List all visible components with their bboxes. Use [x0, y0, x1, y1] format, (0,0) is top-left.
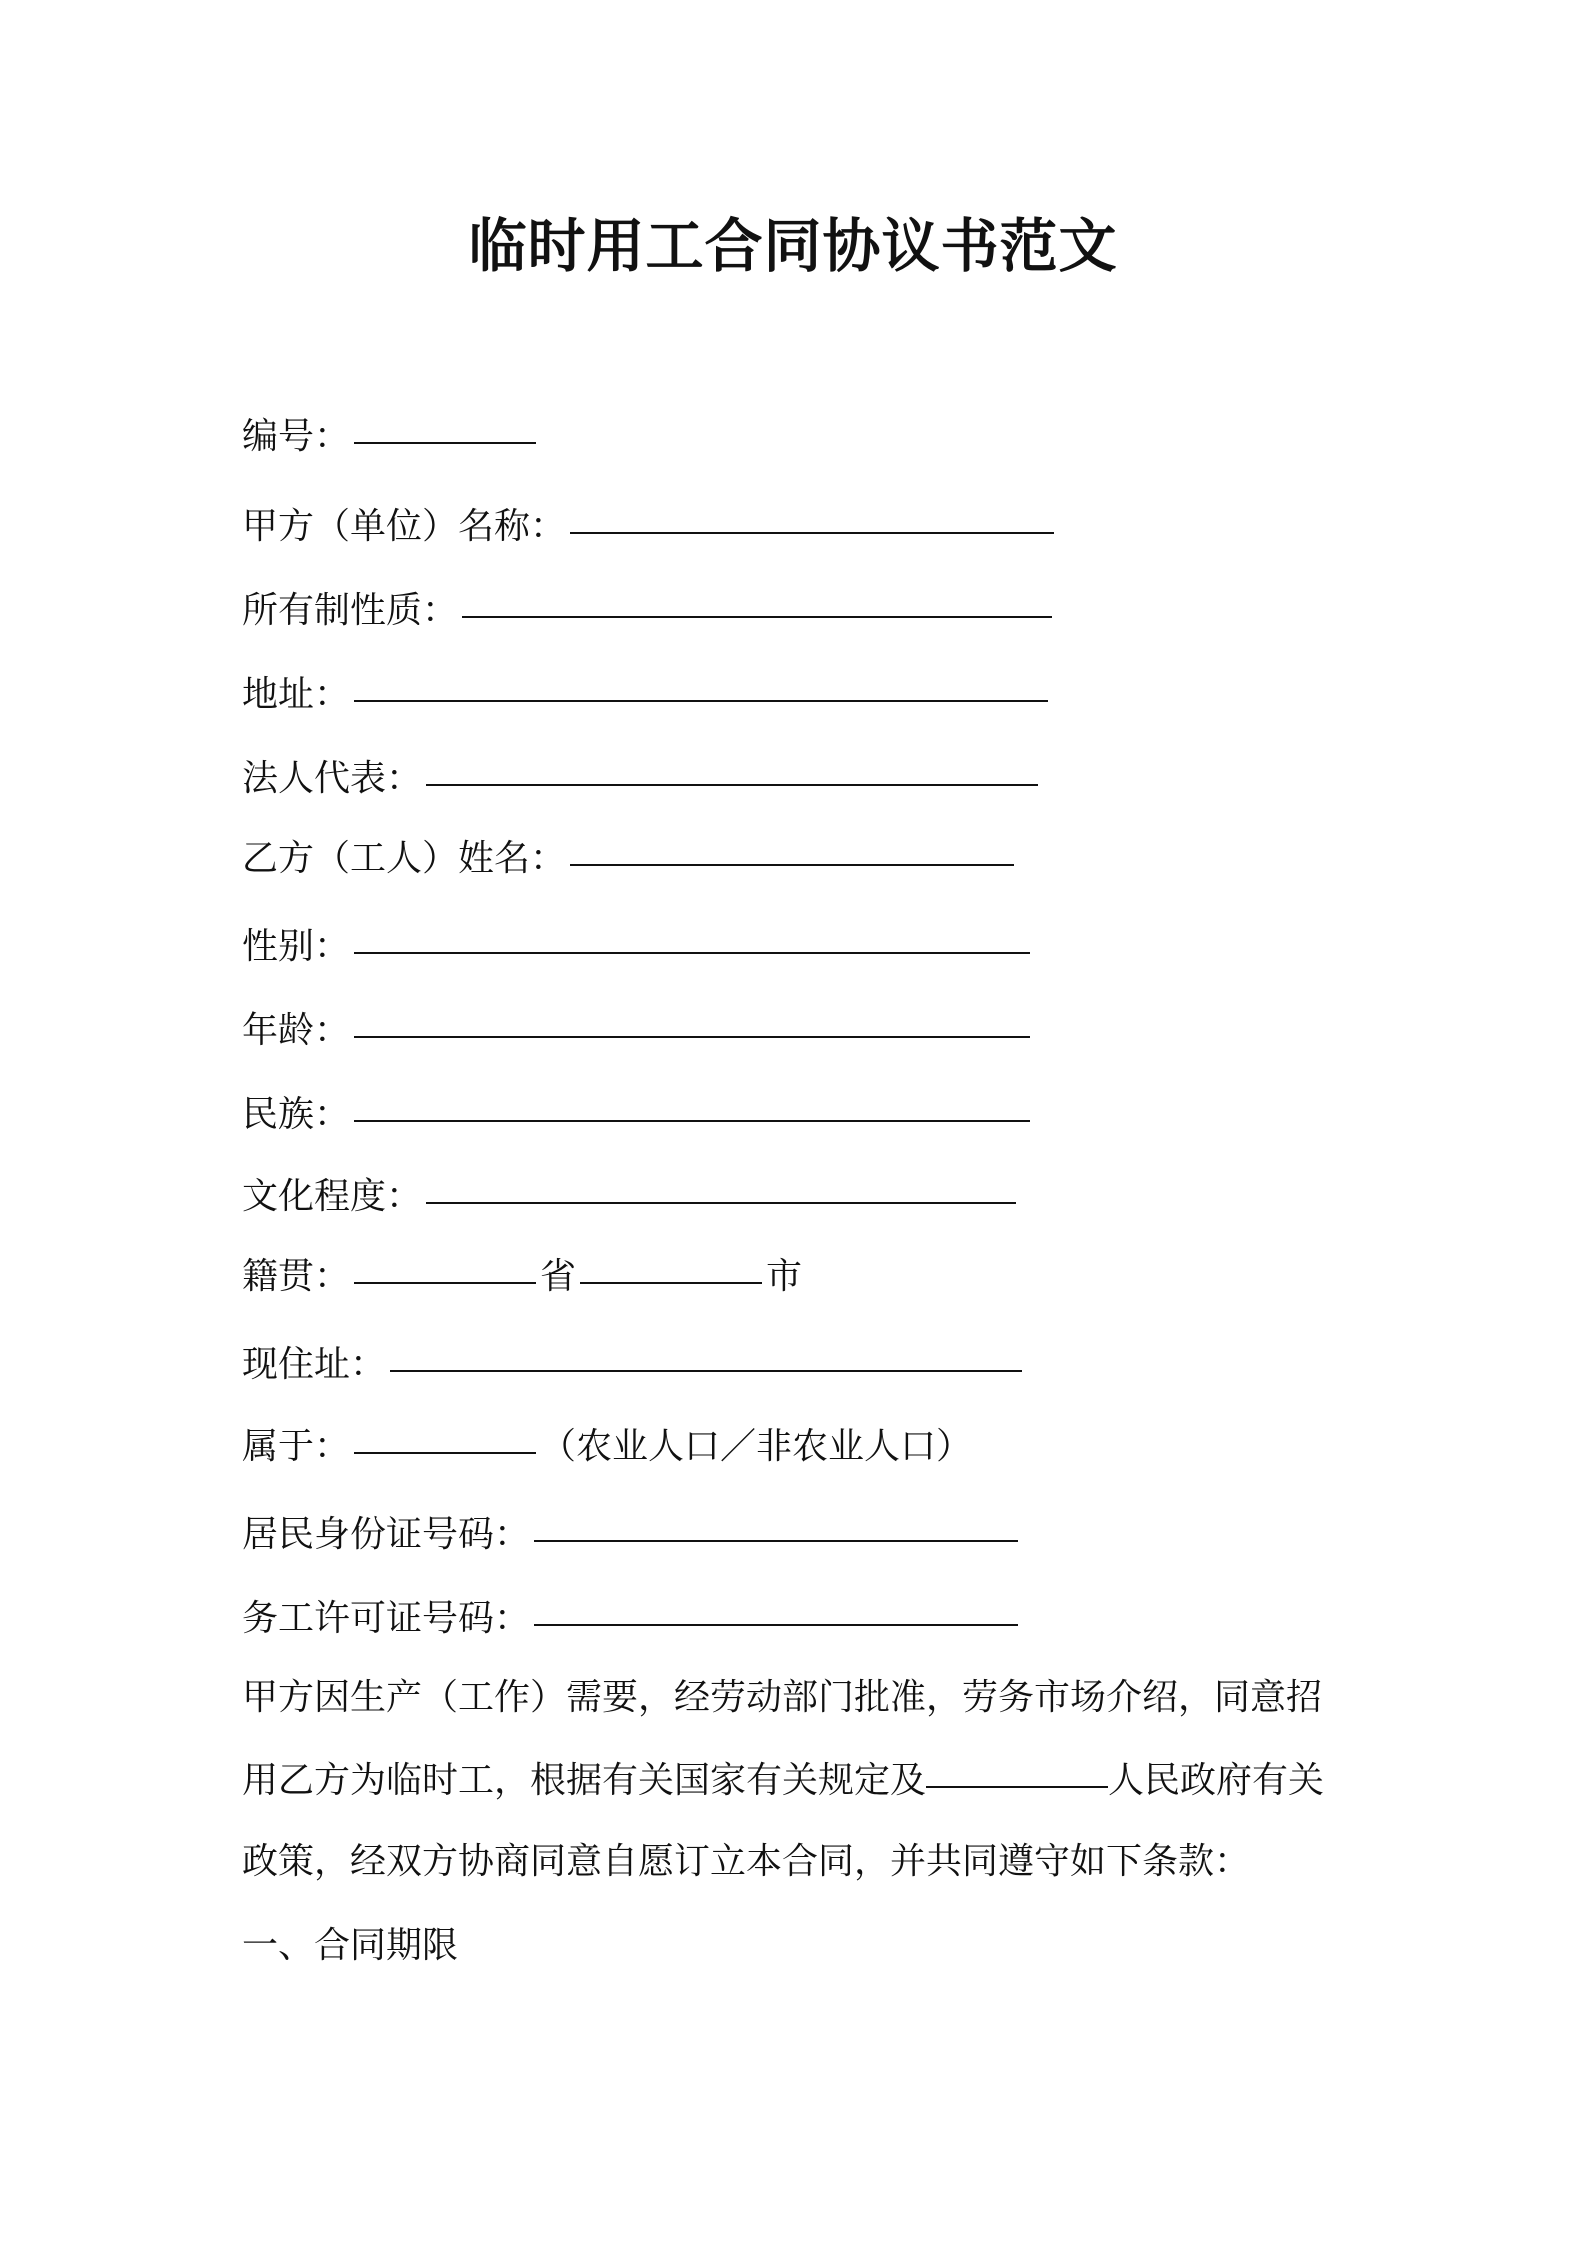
ethnicity-label: 民族： — [242, 1094, 351, 1135]
city-label: 市 — [766, 1256, 803, 1297]
number-blank — [354, 408, 536, 444]
field-party-b-name — [242, 834, 1018, 883]
education-blank — [426, 1168, 1016, 1204]
field-party-a-name — [242, 502, 1058, 551]
current-address-label: 现住址： — [242, 1344, 387, 1385]
field-legal-rep — [242, 754, 1042, 803]
province-blank — [354, 1248, 536, 1284]
number-label: 编号： — [242, 416, 351, 457]
current-address-blank — [390, 1336, 1022, 1372]
field-address — [242, 670, 1052, 719]
field-ethnicity — [242, 1090, 1034, 1139]
belongs-blank — [354, 1418, 536, 1454]
intro-line-2 — [242, 1756, 1362, 1805]
field-current-address — [242, 1340, 1026, 1389]
legal-rep-label: 法人代表： — [242, 758, 423, 799]
gender-blank — [354, 918, 1030, 954]
field-belongs — [242, 1422, 972, 1471]
work-permit-blank — [534, 1590, 1018, 1626]
government-blank — [926, 1752, 1108, 1788]
province-label: 省 — [540, 1256, 577, 1297]
address-label: 地址： — [242, 674, 351, 715]
field-education — [242, 1172, 1020, 1221]
id-number-label: 居民身份证号码： — [242, 1514, 531, 1555]
intro-line-1: 甲方因生产（工作）需要，经劳动部门批准，劳务市场介绍，同意招 — [242, 1677, 1323, 1718]
belongs-label: 属于： — [242, 1426, 351, 1467]
native-place-label: 籍贯： — [242, 1256, 351, 1297]
age-blank — [354, 1002, 1030, 1038]
age-label: 年龄： — [242, 1010, 351, 1051]
field-number — [242, 412, 540, 461]
field-native-place — [242, 1252, 802, 1301]
belongs-options: （农业人口／非农业人口） — [540, 1426, 973, 1467]
ethnicity-blank — [354, 1086, 1030, 1122]
address-blank — [354, 666, 1048, 702]
ownership-blank — [462, 582, 1052, 618]
intro-line-3: 政策，经双方协商同意自愿订立本合同，并共同遵守如下条款： — [242, 1841, 1251, 1882]
work-permit-label: 务工许可证号码： — [242, 1598, 531, 1639]
intro-line-2-a: 用乙方为临时工，根据有关国家有关规定及 — [242, 1760, 927, 1801]
field-gender — [242, 922, 1034, 971]
party-a-name-blank — [570, 498, 1054, 534]
field-age — [242, 1006, 1034, 1055]
id-number-blank — [534, 1506, 1018, 1542]
city-blank — [580, 1248, 762, 1284]
field-id-number — [242, 1510, 1022, 1559]
field-work-permit — [242, 1594, 1022, 1643]
intro-line-2-b: 人民政府有关 — [1108, 1760, 1325, 1801]
education-label: 文化程度： — [242, 1176, 423, 1217]
document-title: 临时用工合同协议书范文 — [468, 212, 1118, 280]
gender-label: 性别： — [242, 926, 351, 967]
field-ownership — [242, 586, 1056, 635]
legal-rep-blank — [426, 750, 1038, 786]
ownership-label: 所有制性质： — [242, 590, 459, 631]
party-a-name-label: 甲方（单位）名称： — [242, 506, 567, 547]
section-1-heading: 一、合同期限 — [242, 1925, 459, 1966]
party-b-name-label: 乙方（工人）姓名： — [242, 838, 567, 879]
party-b-name-blank — [570, 830, 1014, 866]
